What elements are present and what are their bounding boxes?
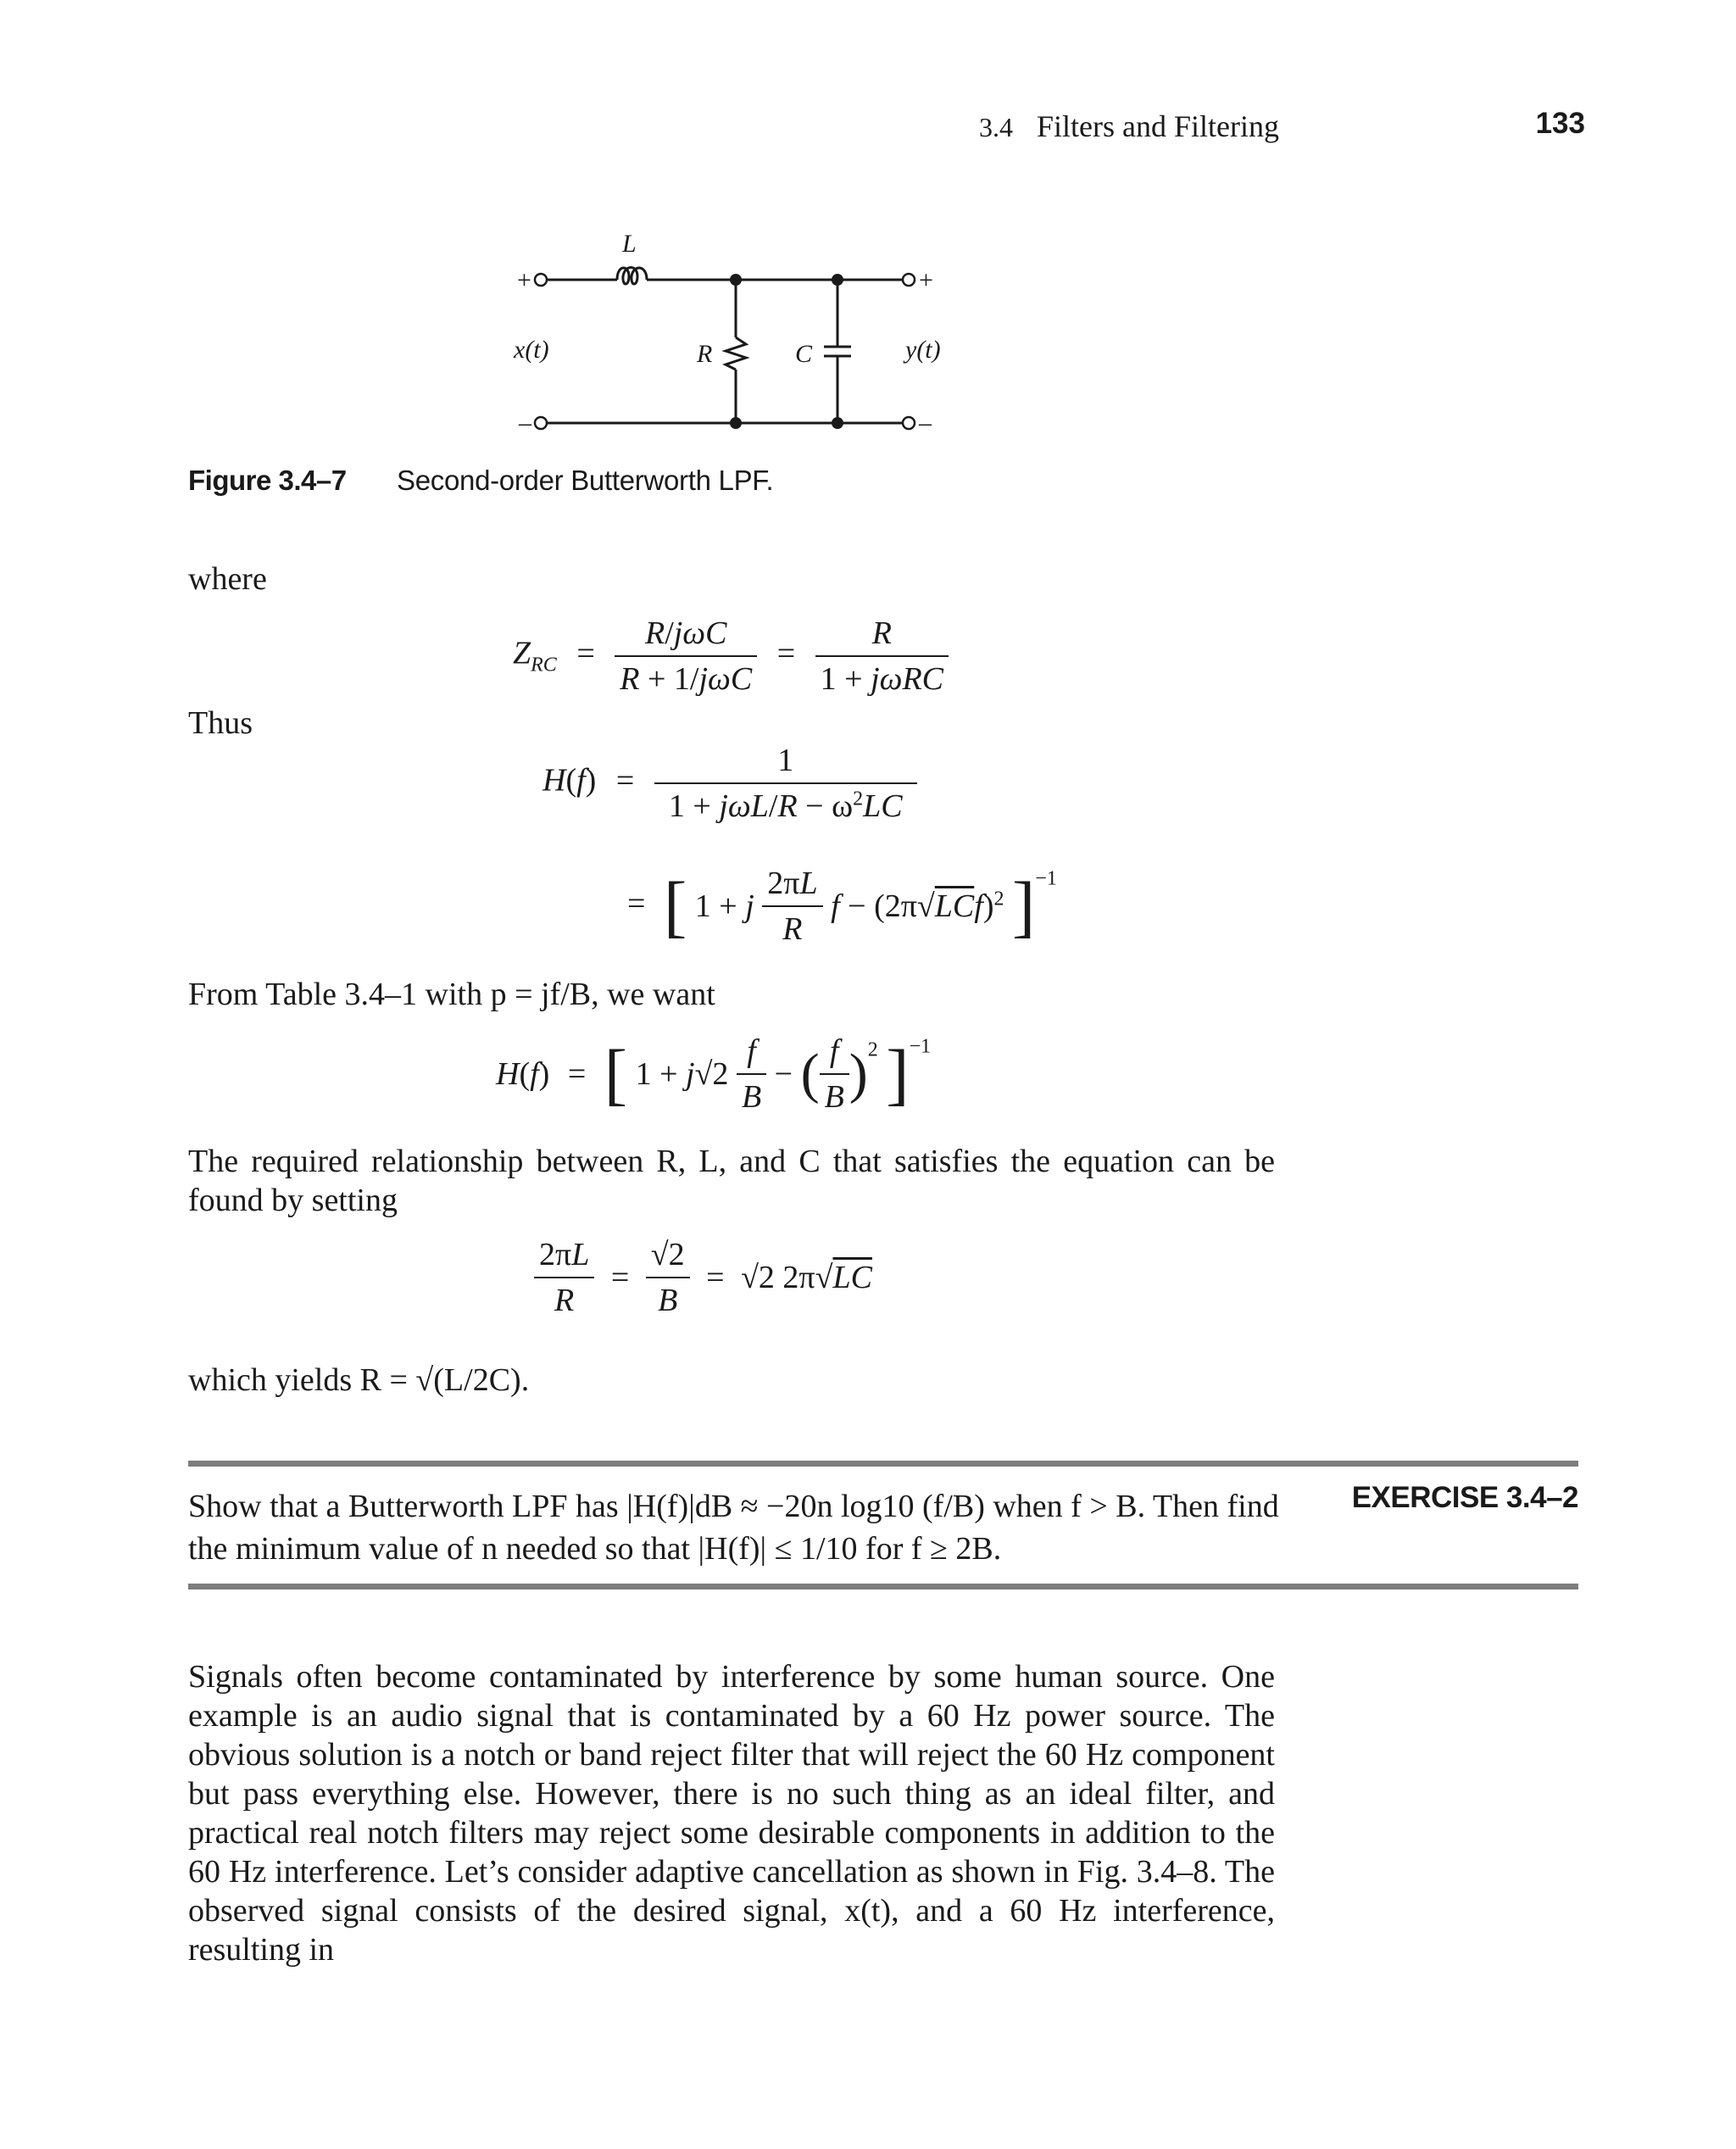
input-terminal-bottom (535, 417, 547, 429)
junction-dot (730, 274, 742, 286)
input-plus-label: + (517, 266, 531, 294)
inductor-label: L (622, 230, 637, 258)
junction-dot (730, 417, 742, 429)
section-number: 3.4 (979, 112, 1013, 142)
resistor-symbol (726, 337, 746, 370)
exercise-rule-top (188, 1461, 1578, 1467)
inductor-symbol (617, 268, 647, 285)
circuit-diagram (475, 229, 1000, 449)
figure-caption: Second-order Butterworth LPF. (397, 465, 774, 496)
junction-dot (832, 274, 843, 286)
output-signal-label: y(t) (905, 336, 941, 364)
equation-zrc: $Z_{RC}$ = $\frac{\text{R/jωC}}{\text{R + 1/jωC}}$ = $\frac{R}{\text{1 + jωRC}}$ (513, 615, 949, 698)
text-relationship: The required relationship between R, L, and C that satisfies the equation can be found by setting (188, 1144, 1275, 1218)
output-terminal-bottom (903, 417, 915, 429)
body-paragraph: Signals often become contaminated by interference by some human source. One example is an audio signal that is contaminated by a 60 Hz power source. The obvious solution is a notch or band reject filter that will reject the 60 Hz component but pass everything else. However, there is no such thing as an ideal filter, and practical real notch filters may reject some desirable components in addition to the 60 Hz interference. Let’s consider adaptive cancellation as shown in Fig. 3.4–8. The observed signal consists of the desired signal, x(t), and a 60 Hz interference, resulting in (188, 1659, 1275, 1968)
text-which-yields: which yields R = √(L/2C). (188, 1362, 530, 1398)
text-where: where (188, 561, 267, 597)
equation-relationship: $\frac{2\pi L}{R}$ = $\frac{√2}{B}$ = √2 2π√LC (534, 1236, 872, 1319)
equation-hf-2: = [ 1 + j $\frac{2\pi L}{R}$ $f - (2\pi√LCf)^2$ ]$^{-1}$ (627, 866, 1057, 947)
output-terminal-top (903, 274, 915, 286)
resistor-label: R (697, 340, 713, 368)
exercise-label: EXERCISE 3.4–2 (1351, 1481, 1578, 1514)
text-from-table: From Table 3.4–1 with p = jf/B, we want (188, 977, 715, 1012)
junction-dot (832, 417, 843, 429)
running-header (979, 109, 1279, 144)
input-minus-label: – (519, 409, 531, 437)
equation-hf-target: H(f) = [ 1 + j√2 $\frac{f}{B}$ − ( $\frac{f}{B}$ )$^2$ ]$^{-1}$ (496, 1033, 932, 1115)
capacitor-label: C (795, 340, 813, 368)
output-plus-label: + (919, 266, 933, 294)
exercise-rule-bottom (188, 1584, 1578, 1589)
output-minus-label: – (919, 409, 932, 437)
figure-label: Figure 3.4–7 (188, 465, 347, 496)
text-thus: Thus (188, 705, 253, 741)
input-signal-label: x(t) (514, 336, 549, 364)
exercise-text: Show that a Butterworth LPF has |H(f)|dB ≈ −20n log10 (f/B) when f > B. Then find the minimum value of n needed so that |H(f)| ≤ 1/10 for f ≥ 2B. (188, 1489, 1279, 1567)
section-title: Filters and Filtering (1037, 109, 1279, 143)
equation-hf-1: H(f) = $\frac{1}{1 + j\omega L/R - \omega^2LC}$ (542, 742, 917, 825)
page-number: 133 (1535, 107, 1585, 140)
input-terminal-top (535, 274, 547, 286)
